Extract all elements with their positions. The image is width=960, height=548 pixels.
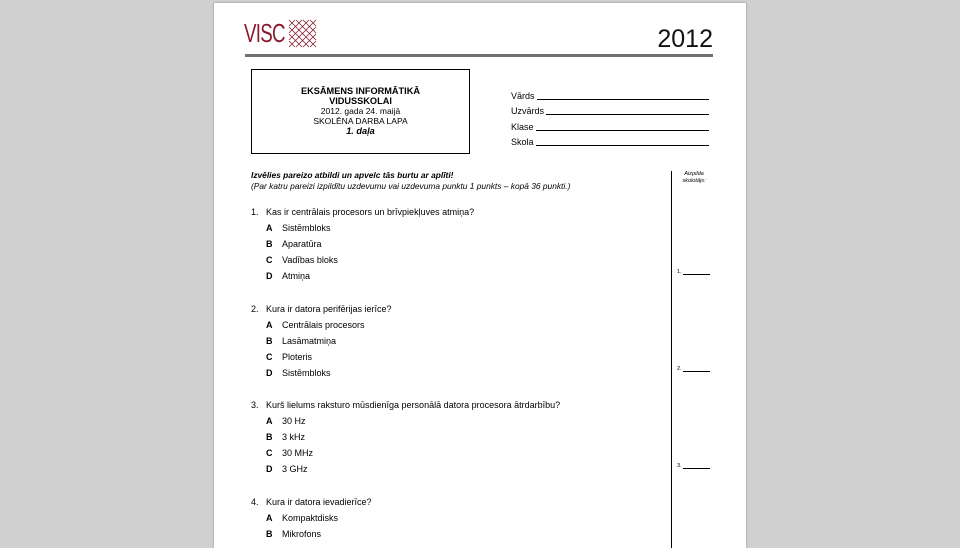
exam-sheet-label: SKOLĒNA DARBA LAPA <box>313 116 408 126</box>
option-text: 30 MHz <box>282 448 314 458</box>
score-label: 2. <box>677 366 682 372</box>
question-number: 1. <box>251 207 259 217</box>
field-class[interactable] <box>511 116 709 132</box>
logo-text: VISC <box>244 18 285 48</box>
field-label: Klase <box>511 121 534 132</box>
option-letter[interactable]: B <box>266 529 273 539</box>
option-letter[interactable]: A <box>266 513 273 523</box>
grader-column-label <box>673 171 715 185</box>
option-text: 30 Hz <box>282 416 306 426</box>
score-line[interactable] <box>683 371 710 372</box>
answer-option[interactable] <box>251 333 671 349</box>
answer-option[interactable] <box>251 413 671 429</box>
question-prompt: Kurš lielums raksturo mūsdienīga personālā datora procesora ātrdarbību? <box>266 400 561 410</box>
answer-option[interactable] <box>251 268 671 284</box>
exam-title-box <box>251 69 470 154</box>
option-text: 3 kHz <box>282 432 306 442</box>
question-number: 2. <box>251 304 259 314</box>
option-text: Sistēmbloks <box>282 368 331 378</box>
field-first-name[interactable] <box>511 85 709 101</box>
option-text: Vadības bloks <box>282 255 338 265</box>
logo-graphic <box>244 16 334 50</box>
question-number: 3. <box>251 400 259 410</box>
option-text: Aparatūra <box>282 239 322 249</box>
answer-option[interactable] <box>251 510 671 526</box>
question-3 <box>251 397 671 477</box>
option-text: Atmiņa <box>282 271 311 281</box>
option-text: Kompaktdisks <box>282 513 339 523</box>
question-prompt: Kura ir datora ievadierīce? <box>266 497 372 507</box>
field-label: Vārds <box>511 90 535 101</box>
option-text: Centrālais procesors <box>282 320 365 330</box>
field-line[interactable] <box>546 105 709 115</box>
field-line[interactable] <box>536 121 709 131</box>
exam-part: 1. daļa <box>346 126 375 136</box>
option-letter[interactable]: B <box>266 239 273 249</box>
exam-title-line2: VIDUSSKOLAI <box>329 96 392 106</box>
question-number: 4. <box>251 497 259 507</box>
answer-option[interactable] <box>251 365 671 381</box>
option-letter[interactable]: B <box>266 336 273 346</box>
exam-title-line1: EKSĀMENS INFORMĀTIKĀ <box>301 86 420 96</box>
question-text <box>251 397 671 413</box>
option-letter[interactable]: C <box>266 255 273 265</box>
option-letter[interactable]: B <box>266 432 273 442</box>
field-line[interactable] <box>537 90 709 100</box>
question-text <box>251 301 671 317</box>
option-letter[interactable]: C <box>266 352 273 362</box>
score-box-1[interactable] <box>677 269 710 275</box>
option-text: Sistēmbloks <box>282 223 331 233</box>
score-box-2[interactable] <box>677 366 710 372</box>
answer-option[interactable] <box>251 236 671 252</box>
question-1 <box>251 204 671 284</box>
answer-option[interactable] <box>251 461 671 477</box>
answer-option[interactable] <box>251 349 671 365</box>
instructions-line2: (Par katru pareizi izpildītu uzdevumu vai uzdevuma punktu 1 punkts – kopā 36 punkti.) <box>251 181 571 191</box>
score-label: 3. <box>677 463 682 469</box>
instructions-line1: Izvēlies pareizo atbildi un apvelc tās burtu ar aplīti! <box>251 170 454 180</box>
instructions <box>251 170 570 192</box>
exam-date: 2012. gada 24. maijā <box>320 106 401 116</box>
grader-label-line1: Aizpilda <box>684 171 704 177</box>
question-text <box>251 494 671 510</box>
option-text: Ploteris <box>282 352 313 362</box>
answer-option[interactable] <box>251 220 671 236</box>
answer-option[interactable] <box>251 445 671 461</box>
option-letter[interactable]: A <box>266 320 273 330</box>
option-letter[interactable]: C <box>266 448 273 458</box>
field-label: Skola <box>511 137 534 147</box>
field-line[interactable] <box>536 136 709 146</box>
option-letter[interactable]: A <box>266 416 273 426</box>
option-text: Lasāmatmiņa <box>282 336 337 346</box>
option-text: Mikrofons <box>282 529 322 539</box>
option-letter[interactable]: A <box>266 223 273 233</box>
document-page <box>214 3 746 548</box>
field-school[interactable] <box>511 132 709 148</box>
question-2 <box>251 301 671 381</box>
exam-year: 2012 <box>657 25 713 53</box>
header-rule <box>245 54 713 57</box>
score-label: 1. <box>677 269 682 275</box>
question-prompt: Kura ir datora perifērijas ierīce? <box>266 304 392 314</box>
score-line[interactable] <box>683 274 710 275</box>
option-letter[interactable]: D <box>266 368 273 378</box>
answer-option[interactable] <box>251 252 671 268</box>
student-info-fields <box>511 85 709 147</box>
grader-label-line2: skolotājs: <box>682 178 706 184</box>
question-text <box>251 204 671 220</box>
option-text: 3 GHz <box>282 464 308 474</box>
option-letter[interactable]: D <box>266 464 273 474</box>
answer-option[interactable] <box>251 429 671 445</box>
option-letter[interactable]: D <box>266 271 273 281</box>
question-4 <box>251 494 671 542</box>
field-last-name[interactable] <box>511 101 709 117</box>
score-line[interactable] <box>683 468 710 469</box>
grading-column-divider <box>671 171 672 548</box>
field-label: Uzvārds <box>511 106 545 116</box>
answer-option[interactable] <box>251 317 671 333</box>
score-box-3[interactable] <box>677 463 710 469</box>
question-prompt: Kas ir centrālais procesors un brīvpiekļuves atmiņa? <box>266 207 475 217</box>
